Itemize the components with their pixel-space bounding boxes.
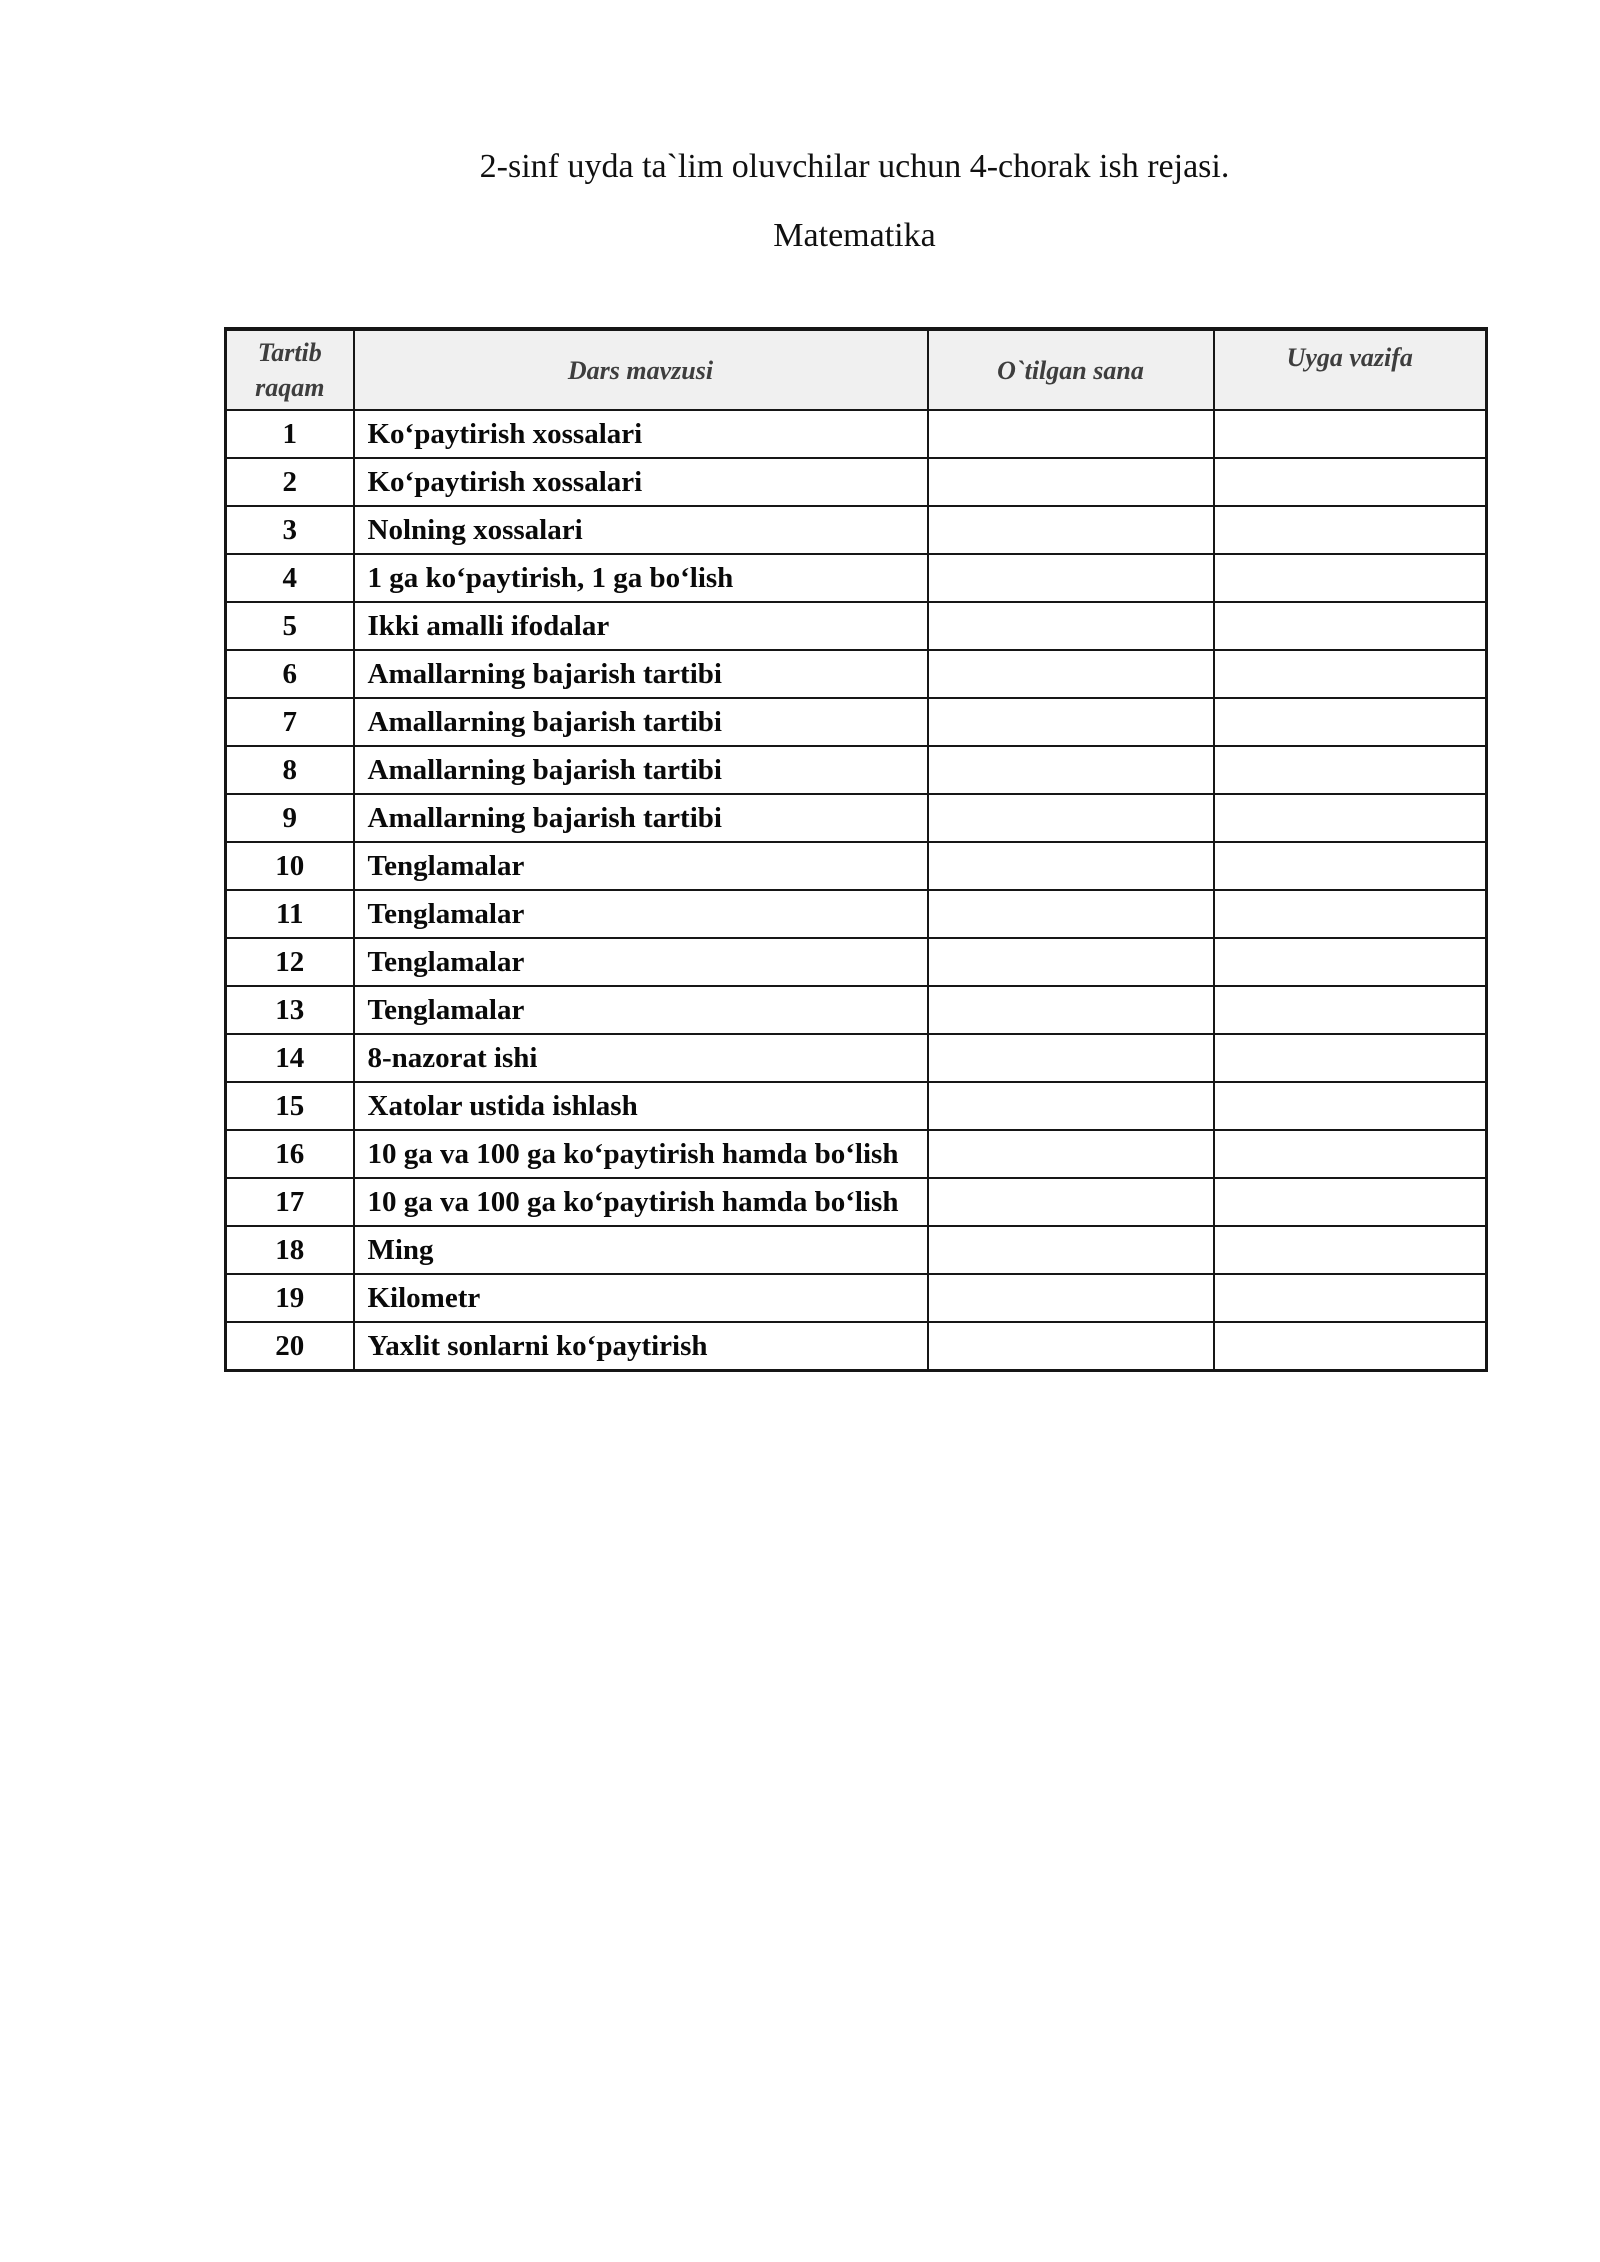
date-covered-cell	[928, 794, 1214, 842]
date-covered-cell	[928, 1178, 1214, 1226]
homework-cell	[1214, 1082, 1487, 1130]
lesson-topic-cell: Amallarning bajarish tartibi	[354, 650, 928, 698]
homework-cell	[1214, 410, 1487, 458]
row-number-cell: 2	[226, 458, 354, 506]
row-number-cell: 16	[226, 1130, 354, 1178]
row-number-cell: 11	[226, 890, 354, 938]
table-header-row	[226, 329, 1487, 410]
homework-cell	[1214, 698, 1487, 746]
column-header-lesson-topic: Dars mavzusi	[354, 329, 928, 410]
row-number-cell: 6	[226, 650, 354, 698]
lesson-topic-cell: 10 ga va 100 ga ko‘paytirish hamda bo‘lish	[354, 1130, 928, 1178]
table-row	[226, 650, 1487, 698]
date-covered-cell	[928, 1130, 1214, 1178]
row-number-cell: 15	[226, 1082, 354, 1130]
date-covered-cell	[928, 890, 1214, 938]
row-number-cell: 3	[226, 506, 354, 554]
row-number-cell: 7	[226, 698, 354, 746]
table-row	[226, 1034, 1487, 1082]
date-covered-cell	[928, 554, 1214, 602]
date-covered-cell	[928, 1082, 1214, 1130]
document-subject: Matematika	[773, 217, 936, 254]
column-header-date-covered: O`tilgan sana	[928, 329, 1214, 410]
lesson-plan-table	[224, 327, 1488, 1372]
homework-cell	[1214, 650, 1487, 698]
lesson-topic-cell: Kilometr	[354, 1274, 928, 1322]
date-covered-cell	[928, 746, 1214, 794]
table-row	[226, 746, 1487, 794]
row-number-cell: 4	[226, 554, 354, 602]
homework-cell	[1214, 986, 1487, 1034]
date-covered-cell	[928, 458, 1214, 506]
table-row	[226, 938, 1487, 986]
lesson-topic-cell: Tenglamalar	[354, 986, 928, 1034]
table-row	[226, 842, 1487, 890]
lesson-topic-cell: Nolning xossalari	[354, 506, 928, 554]
table-row	[226, 554, 1487, 602]
table-row	[226, 1274, 1487, 1322]
lesson-topic-cell: Ko‘paytirish xossalari	[354, 458, 928, 506]
row-number-cell: 1	[226, 410, 354, 458]
date-covered-cell	[928, 650, 1214, 698]
row-number-cell: 8	[226, 746, 354, 794]
homework-cell	[1214, 1322, 1487, 1371]
lesson-topic-cell: Tenglamalar	[354, 842, 928, 890]
row-number-cell: 14	[226, 1034, 354, 1082]
table-row	[226, 794, 1487, 842]
homework-cell	[1214, 1034, 1487, 1082]
homework-cell	[1214, 602, 1487, 650]
table-row	[226, 1178, 1487, 1226]
row-number-cell: 5	[226, 602, 354, 650]
lesson-topic-cell: Ko‘paytirish xossalari	[354, 410, 928, 458]
row-number-cell: 17	[226, 1178, 354, 1226]
table-row	[226, 1082, 1487, 1130]
table-row	[226, 698, 1487, 746]
date-covered-cell	[928, 698, 1214, 746]
table-row	[226, 1226, 1487, 1274]
homework-cell	[1214, 1130, 1487, 1178]
row-number-cell: 19	[226, 1274, 354, 1322]
date-covered-cell	[928, 1226, 1214, 1274]
table-row	[226, 890, 1487, 938]
lesson-topic-cell: Amallarning bajarish tartibi	[354, 746, 928, 794]
column-header-order-number: Tartib raqam	[226, 329, 354, 410]
date-covered-cell	[928, 602, 1214, 650]
homework-cell	[1214, 1226, 1487, 1274]
column-header-homework: Uyga vazifa	[1214, 329, 1487, 410]
table-row	[226, 986, 1487, 1034]
table-row	[226, 1322, 1487, 1371]
date-covered-cell	[928, 1322, 1214, 1371]
document-title: 2-sinf uyda ta`lim oluvchilar uchun 4-chorak ish rejasi.	[479, 148, 1230, 185]
row-number-cell: 20	[226, 1322, 354, 1371]
homework-cell	[1214, 938, 1487, 986]
lesson-topic-cell: Yaxlit sonlarni ko‘paytirish	[354, 1322, 928, 1371]
date-covered-cell	[928, 1034, 1214, 1082]
homework-cell	[1214, 458, 1487, 506]
document-content	[224, 0, 1485, 1372]
table-row	[226, 410, 1487, 458]
row-number-cell: 12	[226, 938, 354, 986]
homework-cell	[1214, 554, 1487, 602]
homework-cell	[1214, 506, 1487, 554]
lesson-topic-cell: Xatolar ustida ishlash	[354, 1082, 928, 1130]
table-row	[226, 602, 1487, 650]
homework-cell	[1214, 746, 1487, 794]
lesson-topic-cell: Tenglamalar	[354, 890, 928, 938]
lesson-topic-cell: Amallarning bajarish tartibi	[354, 698, 928, 746]
lesson-topic-cell: 1 ga ko‘paytirish, 1 ga bo‘lish	[354, 554, 928, 602]
homework-cell	[1214, 794, 1487, 842]
homework-cell	[1214, 1274, 1487, 1322]
table-row	[226, 458, 1487, 506]
lesson-table-body	[226, 410, 1487, 1371]
date-covered-cell	[928, 1274, 1214, 1322]
row-number-cell: 9	[226, 794, 354, 842]
lesson-topic-cell: Ming	[354, 1226, 928, 1274]
table-row	[226, 506, 1487, 554]
row-number-cell: 13	[226, 986, 354, 1034]
date-covered-cell	[928, 410, 1214, 458]
lesson-topic-cell: 10 ga va 100 ga ko‘paytirish hamda bo‘lish	[354, 1178, 928, 1226]
date-covered-cell	[928, 986, 1214, 1034]
homework-cell	[1214, 1178, 1487, 1226]
homework-cell	[1214, 890, 1487, 938]
homework-cell	[1214, 842, 1487, 890]
row-number-cell: 10	[226, 842, 354, 890]
table-row	[226, 1130, 1487, 1178]
lesson-topic-cell: Ikki amalli ifodalar	[354, 602, 928, 650]
date-covered-cell	[928, 842, 1214, 890]
lesson-topic-cell: Amallarning bajarish tartibi	[354, 794, 928, 842]
lesson-topic-cell: Tenglamalar	[354, 938, 928, 986]
lesson-topic-cell: 8-nazorat ishi	[354, 1034, 928, 1082]
date-covered-cell	[928, 938, 1214, 986]
row-number-cell: 18	[226, 1226, 354, 1274]
date-covered-cell	[928, 506, 1214, 554]
